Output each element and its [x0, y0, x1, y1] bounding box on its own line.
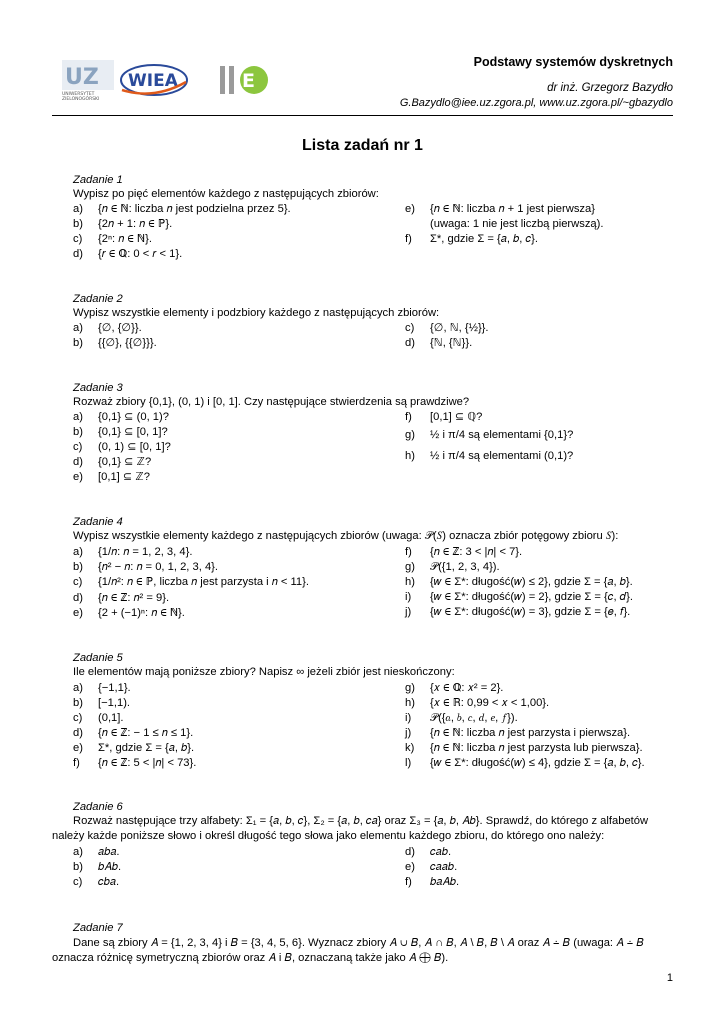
- text-line: należy każde poniższe słowo i określ długość tego słowa jako elementu każdego zbioru, do którego ono należy:: [52, 830, 605, 842]
- text-line: Wypisz po pięć elementów każdego z następujących zbiorów:: [73, 188, 379, 200]
- text-line: f) {𝑛 ∈ ℤ: 3 < |𝑛| < 7}.: [405, 546, 523, 558]
- text-line: d) {𝑛 ∈ ℤ: 𝑛² = 9}.: [73, 592, 170, 604]
- text-line: Rozważ następujące trzy alfabety: Σ₁ = {𝑎, 𝑏, 𝑐}, Σ₂ = {𝑎, 𝑏, 𝑐𝑎} oraz Σ₃ = {𝑎, 𝑏, 𝐴𝑏}. Sprawdź, do którego z alfabetów: [73, 815, 649, 827]
- author-name: dr inż. Grzegorz Bazydło: [547, 82, 673, 94]
- text-line: c) 𝑐𝑏𝑎.: [73, 876, 120, 888]
- task-heading: Zadanie 3: [73, 382, 123, 394]
- text-line: f) {𝑛 ∈ ℤ: 5 < |𝑛| < 73}.: [73, 757, 197, 769]
- contact-info: G.Bazydlo@iee.uz.zgora.pl, www.uz.zgora.pl/~gbazydlo: [399, 97, 673, 109]
- text-line: b) {{∅}, {{∅}}}.: [73, 337, 157, 349]
- text-line: a) {∅, {∅}}.: [73, 322, 142, 334]
- text-line: l) {𝑤 ∈ Σ*: długość(𝑤) ≤ 4}, gdzie Σ = {𝑎, 𝑏, 𝑐}.: [405, 757, 645, 769]
- text-line: d) {0,1} ⊆ ℤ?: [73, 456, 152, 468]
- text-line: j) {𝑤 ∈ Σ*: długość(𝑤) = 3}, gdzie Σ = {𝑒, 𝑓}.: [405, 606, 631, 618]
- text-line: i) 𝒫({𝑎, 𝑏, 𝑐, 𝑑, 𝑒, 𝑓}).: [405, 712, 518, 724]
- iie-logo: [220, 66, 268, 94]
- text-line: e) Σ*, gdzie Σ = {𝑎, 𝑏}.: [73, 742, 195, 754]
- task-heading: Zadanie 7: [73, 922, 123, 934]
- text-line: d) {ℕ, {ℕ}}.: [405, 337, 473, 349]
- text-line: c) (0, 1) ⊆ [0, 1]?: [73, 441, 171, 453]
- header-divider: [52, 115, 673, 116]
- text-line: k) {𝑛 ∈ ℕ: liczba 𝑛 jest parzysta lub pierwsza}.: [405, 742, 643, 754]
- task-heading: Zadanie 2: [73, 293, 123, 305]
- text-line: a) {−1,1}.: [73, 682, 131, 694]
- text-line: Rozważ zbiory {0,1}, (0, 1) i [0, 1]. Czy następujące stwierdzenia są prawdziwe?: [73, 396, 470, 408]
- page-title: Lista zadań nr 1: [302, 137, 423, 154]
- text-line: h) ½ i π/4 są elementami (0,1)?: [405, 450, 574, 462]
- course-name: Podstawy systemów dyskretnych: [473, 55, 673, 69]
- text-line: c) {1/𝑛²: 𝑛 ∈ ℙ, liczba 𝑛 jest parzysta i 𝑛 < 11}.: [73, 576, 309, 588]
- text-line: a) {𝑛 ∈ ℕ: liczba 𝑛 jest podzielna przez 5}.: [73, 203, 291, 215]
- text-line: b) {0,1} ⊆ [0, 1]?: [73, 426, 168, 438]
- wiea-logo: [121, 65, 187, 95]
- text-line: a) {0,1} ⊆ (0, 1)?: [73, 411, 169, 423]
- university-logos: [62, 60, 292, 102]
- text-line: c) (0,1].: [73, 712, 124, 724]
- text-line: b) 𝑏𝐴𝑏.: [73, 861, 122, 873]
- svg-text:WIEA: WIEA: [128, 71, 178, 91]
- text-line: b) [−1,1).: [73, 697, 131, 709]
- text-line: oznacza różnicę symetryczną zbiorów oraz 𝐴 i 𝐵, oznaczaną także jako 𝐴 ⨁ 𝐵).: [52, 952, 449, 964]
- task-heading: Zadanie 4: [73, 516, 123, 528]
- task-heading: Zadanie 1: [73, 174, 123, 186]
- text-line: Wypisz wszystkie elementy i podzbiory każdego z następujących zbiorów:: [73, 307, 440, 319]
- text-line: e) {2 + (−1)ⁿ: 𝑛 ∈ ℕ}.: [73, 607, 185, 619]
- uz-logo: [62, 60, 114, 102]
- text-line: e) 𝑐𝑎𝑎𝑏.: [405, 861, 458, 873]
- text-line: g) {𝑥 ∈ ℚ: 𝑥² = 2}.: [405, 682, 504, 694]
- text-line: e) [0,1] ⊆ ℤ?: [73, 471, 150, 483]
- text-line: Dane są zbiory 𝐴 = {1, 2, 3, 4} i 𝐵 = {3, 4, 5, 6}. Wyznacz zbiory 𝐴 ∪ 𝐵, 𝐴 ∩ 𝐵, 𝐴 \ 𝐵, 𝐵 \ 𝐴 oraz 𝐴 ∸ 𝐵 (uwaga: 𝐴 ∸ 𝐵: [73, 937, 644, 949]
- page-number: 1: [666, 972, 673, 984]
- task-heading: Zadanie 6: [73, 801, 123, 813]
- text-line: e) {𝑛 ∈ ℕ: liczba 𝑛 + 1 jest pierwsza}: [405, 203, 595, 215]
- text-line: i) {𝑤 ∈ Σ*: długość(𝑤) = 2}, gdzie Σ = {𝑐, 𝑑}.: [405, 591, 633, 603]
- text-line: b) {𝑛² − 𝑛: 𝑛 = 0, 1, 2, 3, 4}.: [73, 561, 219, 573]
- text-line: Ile elementów mają poniższe zbiory? Napisz ∞ jeżeli zbiór jest nieskończony:: [73, 666, 455, 678]
- text-line: c) {∅, ℕ, {½}}.: [405, 322, 489, 334]
- text-line: g) 𝒫({1, 2, 3, 4}).: [405, 561, 500, 573]
- text-line: j) {𝑛 ∈ ℕ: liczba 𝑛 jest parzysta i pierwsza}.: [405, 727, 631, 739]
- task-heading: Zadanie 5: [73, 652, 123, 664]
- text-line: c) {2ⁿ: 𝑛 ∈ ℕ}.: [73, 233, 152, 245]
- text-line: f) [0,1] ⊆ ℚ?: [405, 411, 483, 423]
- text-line: (uwaga: 1 nie jest liczbą pierwszą).: [430, 218, 604, 230]
- text-line: d) 𝑐𝑎𝑏.: [405, 846, 452, 858]
- text-line: h) {𝑤 ∈ Σ*: długość(𝑤) ≤ 2}, gdzie Σ = {𝑎, 𝑏}.: [405, 576, 633, 588]
- text-line: Wypisz wszystkie elementy każdego z następujących zbiorów (uwaga: 𝒫(𝑆) oznacza zbiór potęgowy zbioru 𝑆):: [73, 530, 619, 542]
- text-line: a) {1/𝑛: 𝑛 = 1, 2, 3, 4}.: [73, 546, 193, 558]
- text-line: d) {𝑟 ∈ ℚ: 0 < 𝑟 < 1}.: [73, 248, 183, 260]
- text-line: f) Σ*, gdzie Σ = {𝑎, 𝑏, 𝑐}.: [405, 233, 539, 245]
- svg-text:UZ: UZ: [65, 65, 99, 90]
- svg-text:ZIELONOGÓRSKI: ZIELONOGÓRSKI: [62, 97, 100, 102]
- text-line: d) {𝑛 ∈ ℤ: − 1 ≤ 𝑛 ≤ 1}.: [73, 727, 194, 739]
- svg-text:E: E: [242, 70, 255, 92]
- svg-text:UNIWERSYTET: UNIWERSYTET: [62, 92, 95, 97]
- text-line: b) {2𝑛 + 1: 𝑛 ∈ ℙ}.: [73, 218, 173, 230]
- text-line: h) {𝑥 ∈ ℝ: 0,99 < 𝑥 < 1,00}.: [405, 697, 550, 709]
- text-line: g) ½ i π/4 są elementami {0,1}?: [405, 429, 574, 441]
- text-line: a) 𝑎𝑏𝑎.: [73, 846, 120, 858]
- text-line: f) 𝑏𝑎𝐴𝑏.: [405, 876, 460, 888]
